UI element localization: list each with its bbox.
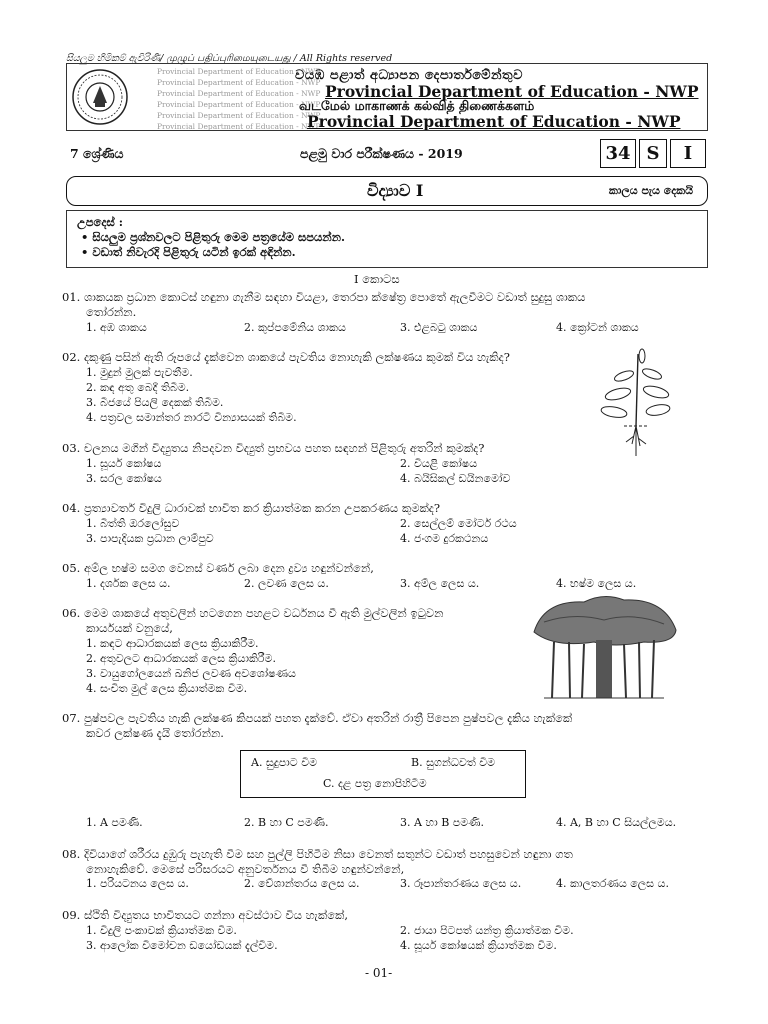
statement-b: B. සුගන්ධවත් වීම <box>411 756 496 769</box>
question-6-option: 4. සංචිත මුල් ලෙස ක්‍රියාත්මක වීම. <box>86 682 248 695</box>
question-8-option: 1. පරියටනය ලෙස ය. <box>86 877 189 890</box>
question-3-option: 1. සූර්ය කෝෂය <box>86 457 162 470</box>
question-2-option: 2. කඳ අතු බෙදී තිබීම. <box>86 381 190 394</box>
question-8-option: 2. වේශාන්තරය ලෙස ය. <box>244 877 360 890</box>
paper-code-part: I <box>670 139 706 168</box>
question-6-option: 2. අතුවලට ආධාරකයක් ලෙස ක්‍රියාකිරීම. <box>86 652 276 665</box>
crest-logo <box>71 68 129 126</box>
question-8-text: 08. දිවියාගේ ශරීරය දුඹුරු පැහැති වීම සහ පුල්ලි පිහිටීම නිසා වෙනත් සතුන්ට වඩාත් පහසුවෙන් හඳුනා ගත <box>62 847 573 861</box>
question-2-text: 02. දකුණු පසින් ඇති රූපයේ දැක්වෙන ශාකයේ පැවතිය නොහැකි ලක්ෂණය කුමක් විය හැකිද? <box>62 350 510 364</box>
instruction-item: • වඩාත් නිවැරදි පිළිතුරු යටින් ඉරක් අඳින්න. <box>81 244 296 259</box>
question-1-option: 3. එළබටු ශාකය <box>400 321 478 334</box>
question-7-option: 4. A, B හා C සියල්ලමය. <box>556 816 677 829</box>
page-number: - 01- <box>365 966 393 980</box>
question-2-option: 4. පත්‍රවල සමාන්තර නාරටි වින්‍යාසයක් තිබීම. <box>86 411 297 424</box>
term-label: පළමු වාර පරීක්ෂණය - 2019 <box>300 146 463 161</box>
question-3-option: 4. බයිසිකල් ඩයිනමෝව <box>400 472 511 485</box>
question-2-option: 1. මුදුන් මුලක් පැවතීම. <box>86 366 193 379</box>
question-9-option: 2. ජායා පිටපත් යන්ත්‍ර ක්‍රියාත්මක වීම. <box>400 924 574 937</box>
question-1-text: 01. ශාකයක ප්‍රධාන කොටස් හඳුනා ගැනීම සඳහා වියළා, තෙරපා ක්ෂේත්‍ර පොතේ ඇලවීමට වඩාත් සුදුසු ශාකය <box>62 290 586 304</box>
paper-code-number: 34 <box>600 139 636 168</box>
question-1-text-cont: තෝරන්න. <box>86 305 137 319</box>
statement-a: A. සුදුපාට වීම <box>251 756 318 769</box>
question-3-option: 2. වියළි කෝෂය <box>400 457 478 470</box>
instructions-box <box>66 210 708 268</box>
question-6-option: 3. වායුගෝලයෙන් ඛනිජ ලවණ අවශෝෂණය <box>86 667 296 680</box>
instructions-title: උපදෙස් : <box>77 215 124 229</box>
question-7-text-cont: කවර ලක්ෂණ දැයි තෝරන්න. <box>86 726 224 740</box>
question-3-option: 3. සරල කෝෂය <box>86 472 162 485</box>
dept-name-english: Provincial Department of Education - NWP <box>325 82 699 101</box>
question-1-option: 1. අඹ ශාකය <box>86 321 147 334</box>
question-7-option: 2. B හා C පමණි. <box>244 816 329 829</box>
grade-label: 7 ශ්‍රේණිය <box>70 146 124 161</box>
question-4-option: 2. සෙල්ලම් මෝටර් රථය <box>400 517 517 530</box>
question-4-option: 1. බිත්ති ඔරලෝසුව <box>86 517 180 530</box>
question-7-statement-box <box>240 750 526 798</box>
dept-name-english-2: Provincial Department of Education - NWP <box>307 112 681 131</box>
question-8-option: 4. කාලතරණය ලෙස ය. <box>556 877 669 890</box>
question-6-option: 1. කඳට ආධාරකයක් ලෙස ක්‍රියාකිරීම. <box>86 637 259 650</box>
question-4-option: 4. ජංගම දුරකථනය <box>400 532 489 545</box>
part-title: I කොටස <box>354 272 400 286</box>
question-2-option: 3. බීජයේ පියලි දෙකක් තිබීම. <box>86 396 224 409</box>
question-8-option: 3. රූපාන්තරණය ලෙස ය. <box>400 877 522 890</box>
question-7-option: 3. A හා B පමණි. <box>400 816 484 829</box>
watermark: Provincial Department of Education - NWP Provincial Department of Education - NWP Provincial Department of Education - NWP Provincial Department of Education - NWP Provincial Department of Education - NWP Provincial Department of Education - NWP <box>157 67 321 131</box>
question-9-option: 3. ආලෝක විමෝචන ඩයෝඩයක් දැල්වීම. <box>86 939 278 952</box>
time-allowed: කාලය පැය දෙකයි <box>608 184 693 197</box>
statement-c: C. දළ පත්‍ර නොපිහිටීම <box>323 777 427 790</box>
question-9-option: 4. සූර්ය කෝෂයක් ක්‍රියාත්මක වීම. <box>400 939 557 952</box>
question-5-text: 05. අම්ල භෂ්ම සමග වෙනස් වර්ණ ලබා දෙන ද්‍රව්‍ය හඳුන්වන්නේ, <box>62 561 374 575</box>
question-3-text: 03. චලනය මගින් විද්‍යුතය නිපදවන විද්‍යුත් ප්‍රභවය පහත සඳහන් පිළිතුරු අතරින් කුමක්ද? <box>62 441 485 455</box>
question-8-text-cont: නොහැකිවේ. මෙසේ පරිසරයට අනුවර්තනය වී තිබීම හඳුන්වන්නේ, <box>86 862 405 876</box>
instruction-item: • සියලුම ප්‍රශ්නවලට පිළිතුරු මෙම පත්‍රයේම සපයන්න. <box>81 229 345 244</box>
question-5-option: 2. ලවණ ලෙස ය. <box>244 577 329 590</box>
dept-name-tamil: வடமேல் மாகாணக் கல்வித் திணைக்களம் <box>299 98 535 113</box>
question-4-option: 3. පාපැදියක ප්‍රධාන ලාම්පුව <box>86 532 214 545</box>
subject-title: විද්‍යාව I <box>367 181 424 200</box>
question-1-option: 2. කුප්පමේනිය ශාකය <box>244 321 346 334</box>
plant-seedling-figure <box>594 346 678 462</box>
header-box <box>66 63 708 131</box>
question-1-option: 4. ක්‍රෝටන් ශාකය <box>556 321 639 334</box>
paper-code-language: S <box>639 139 667 168</box>
question-7-option: 1. A පමණි. <box>86 816 143 829</box>
question-6-text-cont: කාර්යයක් වනුයේ, <box>86 621 173 635</box>
question-6-text: 06. මෙම ශාකයේ අතුවලින් හටගෙන පහළට වර්ධනය වී ඇති මුල්වලින් ඉටුවන <box>62 606 444 620</box>
dept-name-sinhala: වයඹ පළාත් අධ්‍යාපන දෙපාර්තමේන්තුව <box>295 68 523 83</box>
subject-bar <box>66 176 708 206</box>
banyan-tree-figure <box>524 592 684 702</box>
question-5-option: 1. දර්ශක ලෙස ය. <box>86 577 171 590</box>
question-5-option: 4. භෂ්ම ලෙස ය. <box>556 577 637 590</box>
rights-notice: සියලුම හිමිකම් ඇවිරිණි/ முழுப் பதிப்புரிமையுடையது / All Rights reserved <box>66 53 393 64</box>
question-4-text: 04. ප්‍රත්‍යාවර්ත විදුලි ධාරාවක් භාවිත කර ක්‍රියාත්මක කරන උපකරණය කුමක්ද? <box>62 501 441 515</box>
question-9-option: 1. විදුලි පංකාවක් ක්‍රියාත්මක වීම. <box>86 924 237 937</box>
question-7-text: 07. පුෂ්පවල පැවතිය හැකි ලක්ෂණ කිපයක් පහත දැක්වේ. ඒවා අතරින් රාත්‍රී පිපෙන පුෂ්පවල දැකිය හැක්කේ <box>62 711 573 725</box>
question-9-text: 09. ස්ථිති විද්‍යුතය භාවිතයට ගන්නා අවස්ථාව විය හැක්කේ, <box>62 908 349 922</box>
question-5-option: 3. අම්ල ලෙස ය. <box>400 577 480 590</box>
